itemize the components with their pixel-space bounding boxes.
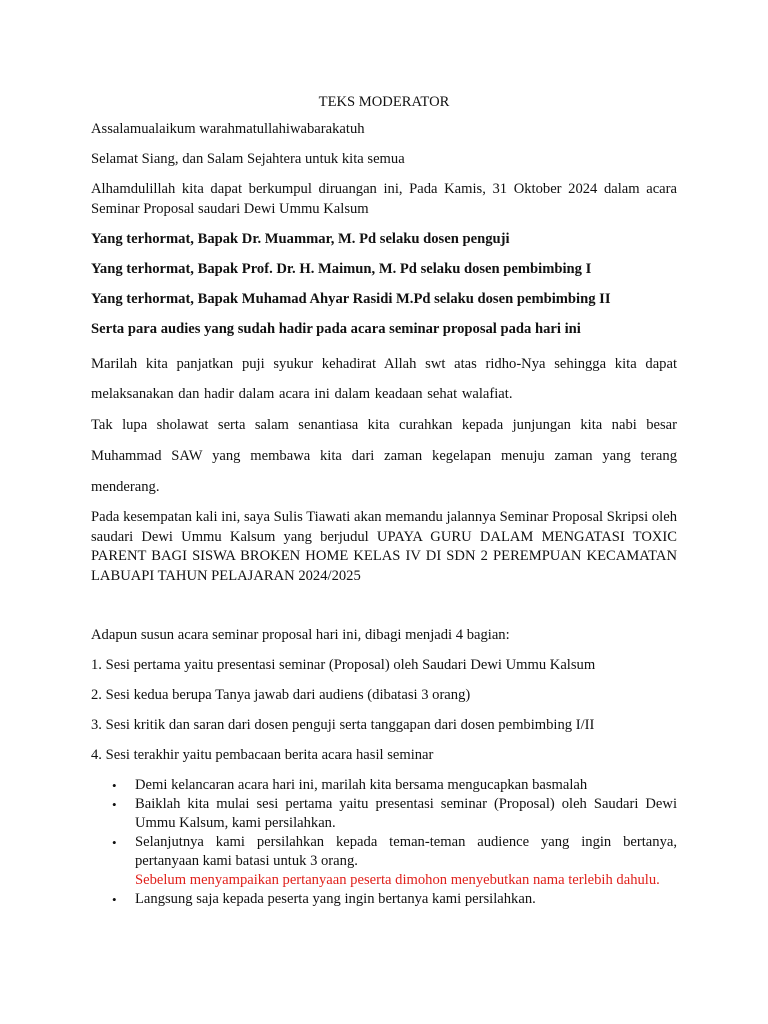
bullet-text: Demi kelancaran acara hari ini, marilah kita bersama mengucapkan basmalah bbox=[135, 776, 588, 793]
spacer bbox=[91, 597, 677, 626]
bullet-item bbox=[91, 833, 677, 890]
agenda-item: 2. Sesi kedua berupa Tanya jawab dari audiens (dibatasi 3 orang) bbox=[91, 686, 471, 703]
gratitude-line-1: Marilah kita panjatkan puji syukur kehadirat Allah swt atas ridho-Nya sehingga kita dapat bbox=[91, 355, 677, 372]
agenda-intro: Adapun susun acara seminar proposal hari ini, dibagi menjadi 4 bagian: bbox=[91, 626, 510, 643]
bullet-item bbox=[91, 776, 677, 795]
document-title: TEKS MODERATOR bbox=[318, 94, 450, 110]
honorific-examiner: Yang terhormat, Bapak Dr. Muammar, M. Pd selaku dosen penguji bbox=[91, 230, 510, 247]
bullet-icon: • bbox=[112, 777, 117, 793]
agenda-item: 4. Sesi terakhir yaitu pembacaan berita acara hasil seminar bbox=[91, 746, 434, 763]
honorific-supervisor-1: Yang terhormat, Bapak Prof. Dr. H. Maimun, M. Pd selaku dosen pembimbing I bbox=[91, 260, 592, 277]
bullet-item bbox=[91, 890, 677, 909]
bullet-text: Langsung saja kepada peserta yang ingin bertanya kami persilahkan. bbox=[135, 890, 536, 907]
agenda-item: 1. Sesi pertama yaitu presentasi seminar (Proposal) oleh Saudari Dewi Ummu Kalsum bbox=[91, 656, 596, 673]
honorific-supervisor-2: Yang terhormat, Bapak Muhamad Ahyar Rasidi M.Pd selaku dosen pembimbing II bbox=[91, 290, 611, 307]
closing-bullet-list bbox=[91, 776, 677, 909]
sholawat-line-2: Muhammad SAW yang membawa kita dari zaman kegelapan menuju zaman yang terang bbox=[91, 447, 677, 464]
salutation: Selamat Siang, dan Salam Sejahtera untuk kita semua bbox=[91, 151, 405, 167]
red-note: Sebelum menyampaikan pertanyaan peserta dimohon menyebutkan nama terlebih dahulu. bbox=[135, 871, 660, 888]
bullet-text: Baiklah kita mulai sesi pertama yaitu presentasi seminar (Proposal) oleh Saudari Dewi Ummu Kalsum, kami persilahkan. bbox=[135, 795, 677, 831]
opening-paragraph: Alhamdulillah kita dapat berkumpul diruangan ini, Pada Kamis, 31 Oktober 2024 dalam acara Seminar Proposal saudari Dewi Ummu Kalsum bbox=[91, 181, 677, 217]
bullet-text: Selanjutnya kami persilahkan kepada teman-teman audience yang ingin bertanya, pertanyaan kami batasi untuk 3 orang. bbox=[135, 833, 677, 869]
introduction-paragraph: Pada kesempatan kali ini, saya Sulis Tiawati akan memandu jalannya Seminar Proposal Skripsi oleh saudari Dewi Ummu Kalsum yang berjudul UPAYA GURU DALAM MENGATASI TOXIC PARENT BAGI SISWA BROKEN HOME KELAS IV DI SDN 2 PEREMPUAN KECAMATAN LABUAPI TAHUN PELAJARAN 2024/2025 bbox=[91, 509, 677, 584]
bullet-icon: • bbox=[112, 891, 117, 907]
bullet-item bbox=[91, 795, 677, 833]
gratitude-line-2: melaksanakan dan hadir dalam acara ini dalam keadaan sehat walafiat. bbox=[91, 386, 513, 403]
sholawat-line-3: menderang. bbox=[91, 478, 160, 495]
greeting: Assalamualaikum warahmatullahiwabarakatuh bbox=[91, 121, 365, 137]
agenda-item: 3. Sesi kritik dan saran dari dosen penguji serta tanggapan dari dosen pembimbing I/II bbox=[91, 716, 595, 733]
sholawat-line-1: Tak lupa sholawat serta salam senantiasa kita curahkan kepada junjungan kita nabi besar bbox=[91, 417, 677, 434]
bullet-icon: • bbox=[112, 796, 117, 812]
honorific-audience: Serta para audies yang sudah hadir pada acara seminar proposal pada hari ini bbox=[91, 320, 581, 337]
bullet-icon: • bbox=[112, 834, 117, 850]
